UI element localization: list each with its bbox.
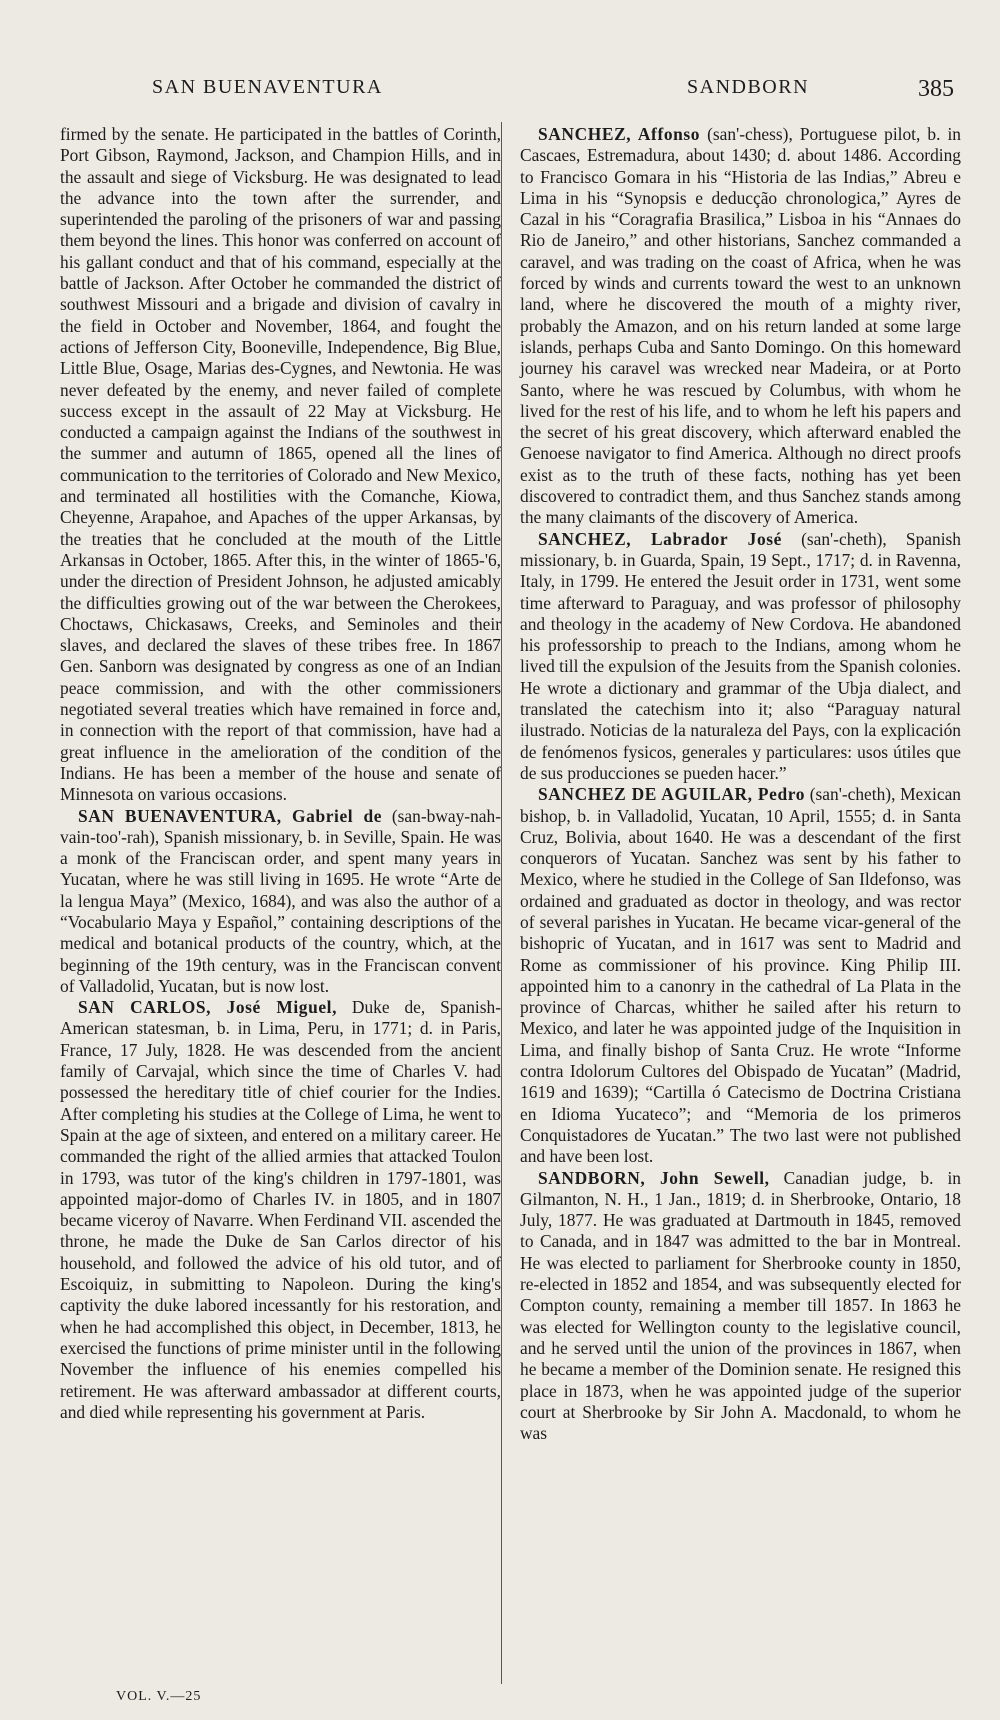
header-right-headword: SANDBORN [687,76,810,98]
entry-sanchez-affonso [520,124,961,529]
entry-sandborn [520,1168,961,1445]
page-number: 385 [918,76,954,102]
entry-text: Canadian judge, b. in Gilmanton, N. H., 1 Jan., 1819; d. in Sherbrooke, Ontario, 18 July, 1877. He was graduated at Dartmouth in 1845, removed to Canada, and in 1847 was admitted to the bar in Montreal. He was elected to parliament for Sherbrooke county in 1850, re-elected in 1852 and 1854, and was subsequently elected for Compton county, remaining a member till 1857. In 1863 he was elected for Wellington county to the legislative council, and he served until the union of the provinces in 1867, when he became a member of the Dominion senate. He resigned this place in 1873, when he was appointed judge of the superior court at Sherbrooke by Sir John A. Macdonald, to whom he was [520,1167,961,1444]
entry-sanchez-labrador [520,529,961,785]
entry-text: (san'-chess), Portuguese pilot, b. in Cascaes, Estremadura, about 1430; d. about 1486. According to Francisco Gomara in his “Historia de las Indias,” Abreu e Lima in his “Synopsis e deducção chronologica,” Ayres de Cazal in his “Coragrafia Brasilica,” Lisboa in his “Annaes do Rio de Janeiro,” and other historians, Sanchez commanded a caravel, and was trading on the coast of Africa, when he was forced by winds and currents toward the west to an unknown land, where he discovered the mouth of a mighty river, probably the Amazon, and on his return landed at some large islands, perhaps Cuba and Santo Domingo. On this homeward journey his caravel was wrecked near Madeira, or at Porto Santo, where he was rescued by Columbus, with whom he lived for the rest of his life, and to whom he left his papers and the secret of his great discovery, which afterward enabled the Genoese navigator to find America. Although no direct proofs exist as to the truth of these facts, nothing has yet been discovered to contradict them, and thus Sanchez stands among the many claimants of the discovery of America. [520,124,961,528]
entry-headword: SANCHEZ, Labrador José [538,528,782,549]
entry-headword: SANCHEZ, Affonso [538,124,701,144]
entry-text: (san'-cheth), Spanish missionary, b. in Guarda, Spain, 19 Sept., 1717; d. in Ravenna, Italy, in 1799. He entered the Jesuit order in 1731, went some time afterward to Paraguay, and was professor of philosophy and theology in the academy of New Cordova. He abandoned his professorship to preach to the Indians, among whom he lived till the expulsion of the Jesuits from the Spanish colonies. He wrote a dictionary and grammar of the Ubja dialect, and translated the catechism into it; also “Paraguay natural ilustrado. Noticias de la naturaleza del Pays, con la explicación de fenómenos fysicos, generales y particulares: usos útiles que de sus producciones se pueden hacer.” [520,528,961,783]
entry-headword: SAN BUENAVENTURA, Gabriel de [78,805,383,826]
entry-san-buenaventura [60,806,501,998]
entry-text: Duke de, Spanish-American statesman, b. in Lima, Peru, in 1771; d. in Paris, France, 17 July, 1828. He was descended from the ancient family of Carvajal, which since the time of Charles V. had possessed the hereditary title of chief courier for the Indies. After completing his studies at the College of Lima, he went to Spain at the age of sixteen, and entered on a military career. He commanded the right of the allied armies that attacked Toulon in 1793, was tutor of the king's children in 1797-1801, was appointed major-domo of Charles IV. in 1805, and in 1807 became viceroy of Navarre. When Ferdinand VII. ascended the throne, he made the Duke de San Carlos director of his household, and followed the advice of his old tutor, and of Escoiquiz, in submitting to Napoleon. During the king's captivity the duke labored incessantly for his restoration, and when he had accomplished this object, in December, 1813, he exercised the functions of prime minister until in the following November the influence of his enemies compelled his retirement. He was afterward ambassador at different courts, and died while representing his government at Paris. [60,997,501,1422]
column-divider [501,122,502,1684]
header-left-headword: SAN BUENAVENTURA [152,76,383,98]
entry-headword: SANCHEZ DE AGUILAR, Pedro [538,784,806,805]
entry-san-carlos [60,997,501,1423]
entry-sanchez-de-aguilar [520,784,961,1167]
volume-signature: VOL. V.—25 [116,1689,202,1704]
entry-text: (san-bway-nah-vain-too'-rah), Spanish missionary, b. in Seville, Spain. He was a monk of the Franciscan order, and spent many years in Yucatan, where he was still living in 1695. He wrote “Arte de la lengua Maya” (Mexico, 1684), and was also the author of a “Vocabulario Maya y Español,” containing descriptions of the medical and botanical products of the country, which, at the beginning of the 19th century, was in the Franciscan convent of Valladolid, Yucatan, but is now lost. [60,805,501,996]
right-column [520,124,961,1444]
running-header [0,66,1000,106]
entry-headword: SANDBORN, John Sewell, [538,1167,770,1188]
entry-headword: SAN CARLOS, José Miguel, [78,997,338,1018]
left-column [60,124,501,1423]
entry-text: (san'-cheth), Mexican bishop, b. in Valladolid, Yucatan, 10 April, 1555; d. in Santa Cruz, Bolivia, about 1640. He was a descendant of the first conquerors of Yucatan. Sanchez was sent by his father to Mexico, where he studied in the College of San Ildefonso, was ordained and graduated as doctor in theology, and was rector of several parishes in Yucatan. He became vicar-general of the bishopric of Yucatan, and in 1617 was sent to Madrid and Rome as commissioner of his province. King Philip III. appointed him to a canonry in the cathedral of La Plata in the province of Charcas, whither he sailed after his return to Mexico, and later he was appointed judge of the Inquisition in Lima, and finally bishop of Santa Cruz. He wrote “Informe contra Idolorum Cultores del Obispado de Yucatan” (Madrid, 1619 and 1639); “Cartilla ó Catecismo de Doctrina Cristiana en Idioma Yucateco”; and “Memoria de los primeros Conquistadores de Yucatan.” The two last were not published and have been lost. [520,784,961,1167]
continued-paragraph: firmed by the senate. He participated in the battles of Corinth, Port Gibson, Raymond, Jackson, and Champion Hills, and in the assault and siege of Vicksburg. He was designated to lead the advance into the town after the surrender, and superintended the paroling of the prisoners of war and passing them beyond the lines. This honor was conferred on account of his gallant conduct and that of his command, especially at the battle of Jackson. After October he commanded the district of southwest Missouri and a brigade and division of cavalry in the field in October and November, 1864, and fought the actions of Jefferson City, Booneville, Independence, Big Blue, Little Blue, Osage, Marias des-Cygnes, and Newtonia. He was never defeated by the enemy, and never failed of complete success except in the assault of 22 May at Vicksburg. He conducted a campaign against the Indians of the southwest in the summer and autumn of 1865, opened all the lines of communication to the territories of Colorado and New Mexico, and terminated all hostilities with the Comanche, Kiowa, Cheyenne, Arapahoe, and Apaches of the upper Arkansas, by the treaties that he concluded at the mouth of the Little Arkansas in October, 1865. After this, in the winter of 1865-'6, under the direction of President Johnson, he adjusted amicably the difficulties growing out of the war between the Cherokees, Choctaws, Chickasaws, Creeks, and Seminoles and their slaves, and declared the slaves of these tribes free. In 1867 Gen. Sanborn was designated by congress as one of an Indian peace commission, and with the other commissioners negotiated several treaties which have remained in force and, in connection with the report of that commission, have had a great influence in the amelioration of the condition of the Indians. He has been a member of the house and senate of Minnesota on various occasions. [60,124,501,805]
